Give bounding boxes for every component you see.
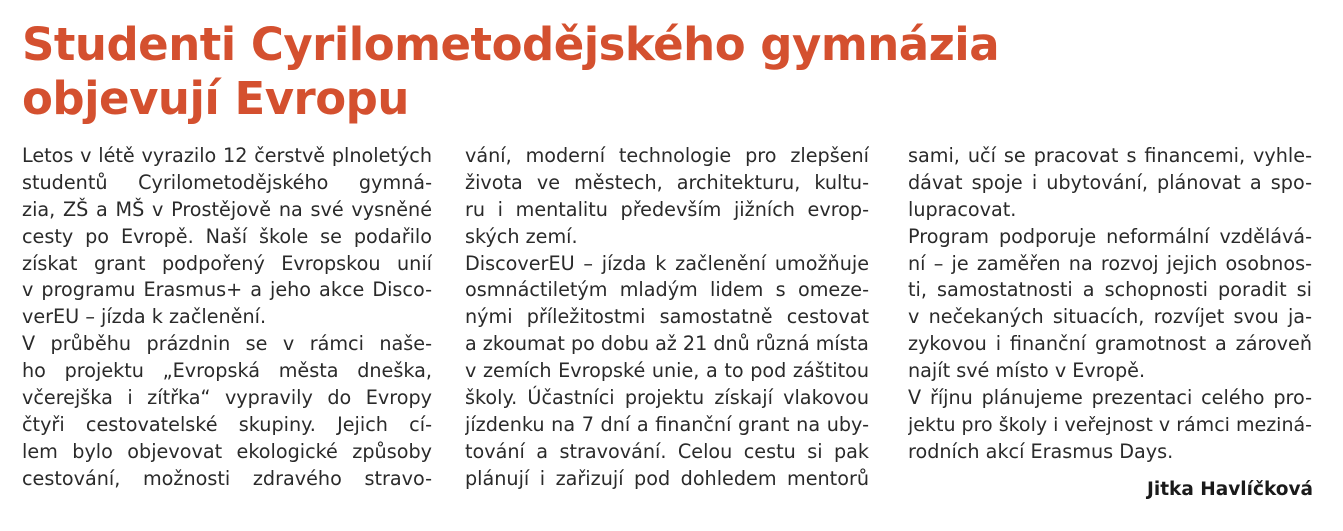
text-line: Program podporuje neformální vzdělává-: [908, 224, 1312, 248]
text-line: rodních akcí Erasmus Days.: [908, 439, 1174, 463]
text-line: tování a stravování. Celou cestu si pak: [465, 439, 869, 463]
author-signature: Jitka Havlíčková: [1146, 479, 1313, 500]
text-line: verEU – jízda k začlenění.: [22, 305, 267, 329]
text-line: ho projektu „Evropská města dneška,: [22, 359, 432, 383]
text-line: života ve městech, architekturu, kultu-: [465, 170, 869, 194]
text-line: cestování, možnosti zdravého stravo-: [22, 466, 432, 490]
text-line: v nečekaných situacích, rozvíjet svou ja-: [908, 305, 1312, 329]
text-line: nými příležitostmi samostatně cestovat: [465, 305, 869, 329]
text-line: zykovou i finanční gramotnost a zároveň: [908, 332, 1312, 356]
text-line: plánují i zařizují pod dohledem mentorů: [465, 466, 869, 490]
text-line: cesty po Evropě. Naší škole se podařilo: [22, 224, 432, 248]
text-column-3: [908, 143, 1312, 466]
text-column-2: [465, 143, 869, 493]
text-line: lem bylo objevovat ekologické způsoby: [22, 439, 432, 463]
title-line: Studenti Cyrilometodějského gymnázia: [22, 18, 1000, 71]
text-line: školy. Účastníci projektu získají vlakovou: [465, 386, 869, 410]
text-line: jízdenku na 7 dní a finanční grant na uby-: [465, 412, 869, 436]
text-line: v programu Erasmus+ a jeho akce Disco-: [22, 278, 432, 302]
text-line: čtyři cestovatelské skupiny. Jejich cí-: [22, 412, 432, 436]
text-line: dávat spoje i ubytování, plánovat a spo-: [908, 170, 1312, 194]
text-line: ru i mentalitu především jižních evrop-: [465, 197, 869, 221]
text-line: ti, samostatnosti a schopnosti poradit si: [908, 278, 1312, 302]
text-line: studentů Cyrilometodějského gymná-: [22, 170, 432, 194]
text-line: sami, učí se pracovat s financemi, vyhle-: [908, 144, 1312, 167]
text-line: získat grant podpořený Evropskou unií: [22, 251, 432, 275]
text-line: najít své místo v Evropě.: [908, 359, 1146, 383]
text-line: lupracovat.: [908, 197, 1017, 221]
text-line: v zemích Evropské unie, a to pod záštitou: [465, 359, 869, 383]
text-line: vání, moderní technologie pro zlepšení: [465, 144, 869, 167]
text-line: osmnáctiletým mladým lidem s omeze-: [465, 278, 869, 302]
article-title: [22, 18, 999, 126]
text-line: a zkoumat po dobu až 21 dnů různá místa: [465, 332, 869, 356]
text-line: V průběhu prázdnin se v rámci naše-: [22, 332, 432, 356]
text-line: jektu pro školy i veřejnost v rámci meziná-: [908, 413, 1312, 436]
text-line: ní – je zaměřen na rozvoj jejich osobnos-: [908, 251, 1312, 275]
text-line: zia, ZŠ a MŠ v Prostějově na své vysněné: [22, 197, 432, 221]
text-line: Letos v létě vyrazilo 12 čerstvě plnoletých: [22, 144, 432, 167]
text-line: ských zemí.: [465, 224, 578, 248]
text-line: V říjnu plánujeme prezentaci celého pro-: [908, 386, 1312, 410]
title-line: objevují Evropu: [22, 72, 409, 125]
text-column-1: [22, 143, 432, 493]
text-line: DiscoverEU – jízda k začlenění umožňuje: [465, 251, 869, 275]
text-line: včerejška i zítřka“ vypravily do Evropy: [22, 386, 432, 410]
